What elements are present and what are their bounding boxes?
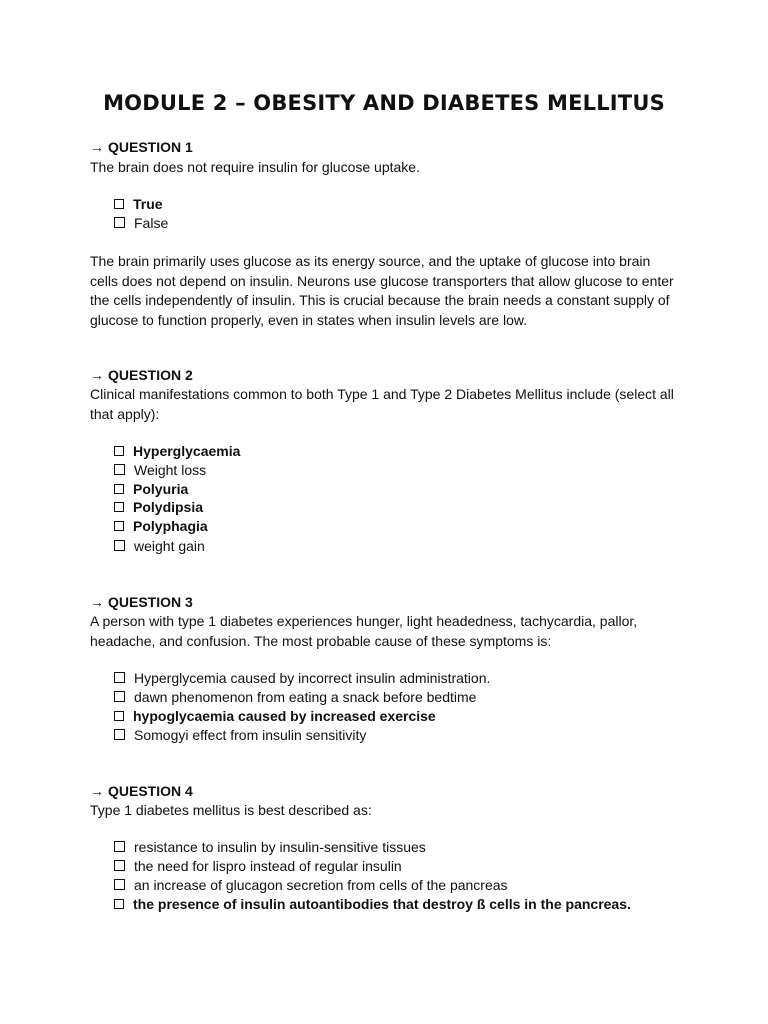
question-heading-label: QUESTION 1	[108, 139, 193, 155]
question-2-option-4[interactable]	[114, 498, 203, 516]
question-3-option-2[interactable]	[114, 688, 476, 706]
option-label: weight gain	[134, 538, 205, 554]
question-heading-label: QUESTION 3	[108, 594, 193, 610]
option-label: the need for lispro instead of regular insulin	[134, 858, 402, 874]
right-arrow-icon: →	[90, 783, 104, 799]
question-2-option-2[interactable]	[114, 461, 206, 479]
right-arrow-icon: →	[90, 594, 104, 610]
option-label: True	[133, 196, 163, 212]
checkbox-icon[interactable]	[114, 464, 125, 475]
question-4-option-4[interactable]	[114, 895, 631, 913]
question-3-heading	[90, 594, 193, 610]
question-4-option-2[interactable]	[114, 857, 402, 875]
option-label: Polyuria	[133, 481, 189, 497]
question-4-heading	[90, 783, 193, 799]
right-arrow-icon: →	[90, 367, 104, 383]
right-arrow-icon: →	[90, 139, 104, 155]
checkbox-icon[interactable]	[114, 711, 124, 721]
question-heading-label: QUESTION 4	[108, 783, 193, 799]
checkbox-icon[interactable]	[114, 729, 125, 740]
option-label: Weight loss	[134, 462, 207, 478]
option-label: hypoglycaemia caused by increased exercise	[133, 708, 436, 724]
checkbox-icon[interactable]	[114, 217, 125, 228]
question-3-option-4[interactable]	[114, 726, 366, 744]
question-heading-label: QUESTION 2	[108, 367, 193, 383]
option-label: Hyperglycemia caused by incorrect insulin administration.	[134, 670, 491, 686]
question-1-heading	[90, 139, 193, 155]
checkbox-icon[interactable]	[114, 540, 125, 551]
checkbox-icon[interactable]	[114, 691, 125, 702]
option-label: the presence of insulin autoantibodies that destroy ß cells in the pancreas.	[133, 896, 631, 912]
checkbox-icon[interactable]	[114, 446, 124, 456]
question-3-text: A person with type 1 diabetes experiences hunger, light headedness, tachycardia, pallor, headache, and confusion. The most probable cause of these symptoms is:	[90, 613, 638, 649]
question-2-option-1[interactable]	[114, 442, 240, 460]
question-3-option-3[interactable]	[114, 707, 436, 725]
question-1-explanation: The brain primarily uses glucose as its energy source, and the uptake of glucose into brain cells does not depend on insulin. Neurons use glucose transporters that allow glucose to enter the cells independently of insulin. This is crucial because the brain needs a constant supply of glucose to function properly, even in states when insulin levels are low.	[90, 253, 674, 328]
question-1-option-1[interactable]	[114, 195, 163, 213]
option-label: False	[134, 215, 169, 231]
option-label: Polyphagia	[133, 518, 208, 534]
option-label: an increase of glucagon secretion from cells of the pancreas	[134, 877, 508, 893]
option-label: dawn phenomenon from eating a snack before bedtime	[134, 689, 477, 705]
checkbox-icon[interactable]	[114, 484, 124, 494]
option-label: Somogyi effect from insulin sensitivity	[134, 727, 367, 743]
question-2-text: Clinical manifestations common to both Type 1 and Type 2 Diabetes Mellitus include (select all that apply):	[90, 386, 674, 422]
option-label: Hyperglycaemia	[133, 443, 241, 459]
question-2-option-6[interactable]	[114, 537, 205, 555]
option-label: resistance to insulin by insulin-sensitive tissues	[134, 839, 426, 855]
question-1-option-2[interactable]	[114, 214, 168, 232]
checkbox-icon[interactable]	[114, 199, 124, 209]
question-4-text: Type 1 diabetes mellitus is best described as:	[90, 802, 372, 818]
page-title: MODULE 2 – OBESITY AND DIABETES MELLITUS	[103, 91, 665, 115]
option-label: Polydipsia	[133, 499, 204, 515]
checkbox-icon[interactable]	[114, 841, 125, 852]
question-1-text: The brain does not require insulin for glucose uptake.	[90, 159, 420, 175]
question-4-option-1[interactable]	[114, 838, 426, 856]
checkbox-icon[interactable]	[114, 860, 125, 871]
checkbox-icon[interactable]	[114, 672, 125, 683]
question-2-option-3[interactable]	[114, 480, 188, 498]
question-2-heading	[90, 367, 193, 383]
checkbox-icon[interactable]	[114, 879, 125, 890]
checkbox-icon[interactable]	[114, 899, 124, 909]
checkbox-icon[interactable]	[114, 521, 124, 531]
question-4-option-3[interactable]	[114, 876, 508, 894]
question-2-option-5[interactable]	[114, 517, 208, 535]
question-3-option-1[interactable]	[114, 669, 490, 687]
checkbox-icon[interactable]	[114, 502, 124, 512]
